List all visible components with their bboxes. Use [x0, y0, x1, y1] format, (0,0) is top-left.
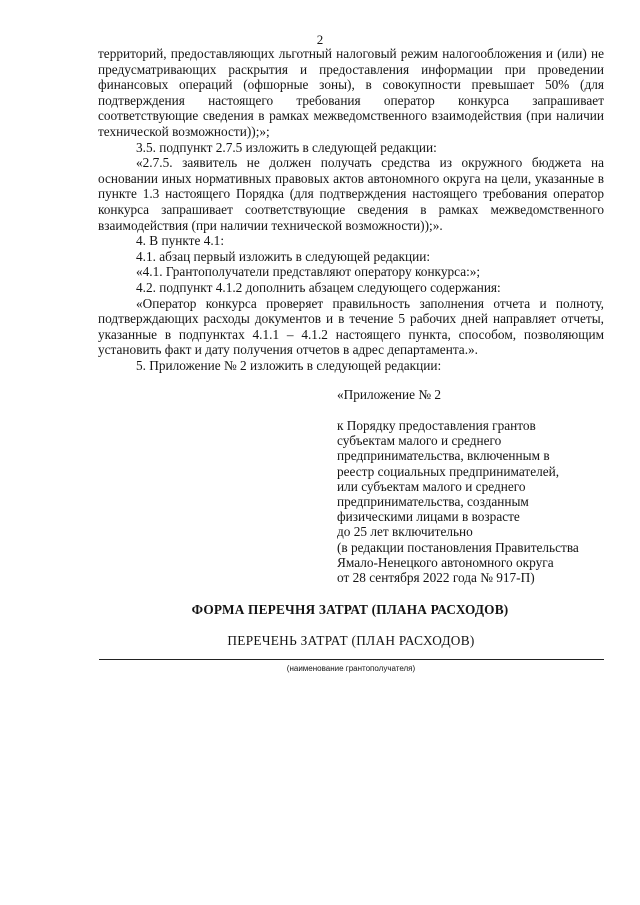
appendix-line: реестр социальных предпринимателей, [337, 463, 560, 479]
list-title: ПЕРЕЧЕНЬ ЗАТРАТ (ПЛАН РАСХОДОВ) [227, 633, 475, 648]
paragraph: «Оператор конкурса проверяет правильность заполнения отчета и полноту, подтверждающих расходы документов и в течение 5 рабочих дней направляет отчеты, указанные в подпунктах 4.1.1 – 4.1.2 настоящего пункта, способом, позволяющим установить факт и дату получения отчетов в адрес департамента.». [98, 295, 604, 358]
document-body [98, 46, 604, 373]
appendix-title: «Приложение № 2 [337, 387, 441, 402]
paragraph: 4.2. подпункт 4.1.2 дополнить абзацем следующего содержания: [136, 279, 501, 295]
paragraph: «4.1. Грантополучатели представляют оператору конкурса:»; [136, 264, 481, 280]
appendix-line: до 25 лет включительно [337, 524, 473, 540]
appendix-line: (в редакции постановления Правительства [337, 539, 579, 555]
form-title: ФОРМА ПЕРЕЧНЯ ЗАТРАТ (ПЛАНА РАСХОДОВ) [191, 602, 509, 617]
appendix-line: к Порядку предоставления грантов [337, 418, 536, 433]
grantee-name-line [99, 659, 604, 660]
appendix-line: физическими лицами в возрасте [337, 509, 520, 525]
appendix-reference [337, 418, 612, 585]
paragraph: 4. В пункте 4.1: [136, 233, 225, 249]
page-number: 2 [316, 32, 324, 47]
paragraph: территорий, предоставляющих льготный налоговый режим налогообложения и (или) не предусматривающих раскрытия и предоставления информации при проведении финансовых операций (офшорные зоны), в совокупности превышает 50% (для подтверждения настоящего требования оператор конкурса запрашивает соответствующие сведения в рамках межведомственного взаимодействия (при наличии технической возможности));»; [98, 46, 604, 139]
appendix-line: субъектам малого и среднего [337, 433, 502, 449]
paragraph: 5. Приложение № 2 изложить в следующей редакции: [136, 357, 442, 373]
appendix-line: предпринимательства, созданным [337, 494, 529, 510]
appendix-line: от 28 сентября 2022 года № 917-П) [337, 570, 535, 586]
paragraph: 3.5. подпункт 2.7.5 изложить в следующей редакции: [136, 139, 437, 155]
appendix-line: или субъектам малого и среднего [337, 478, 526, 494]
appendix-line: предпринимательства, включенным в [337, 448, 550, 464]
paragraph: 4.1. абзац первый изложить в следующей редакции: [136, 248, 431, 264]
grantee-name-caption: (наименование грантополучателя) [286, 664, 416, 673]
paragraph: «2.7.5. заявитель не должен получать средства из окружного бюджета на основании иных нормативных правовых актов автономного округа на цели, указанные в пункте 1.3 настоящего Порядка (для подтверждения настоящего требования оператор конкурса запрашивает соответствующие сведения в рамках межведомственного взаимодействия (при наличии технической возможности));». [98, 155, 604, 233]
appendix-line: Ямало-Ненецкого автономного округа [337, 554, 554, 570]
